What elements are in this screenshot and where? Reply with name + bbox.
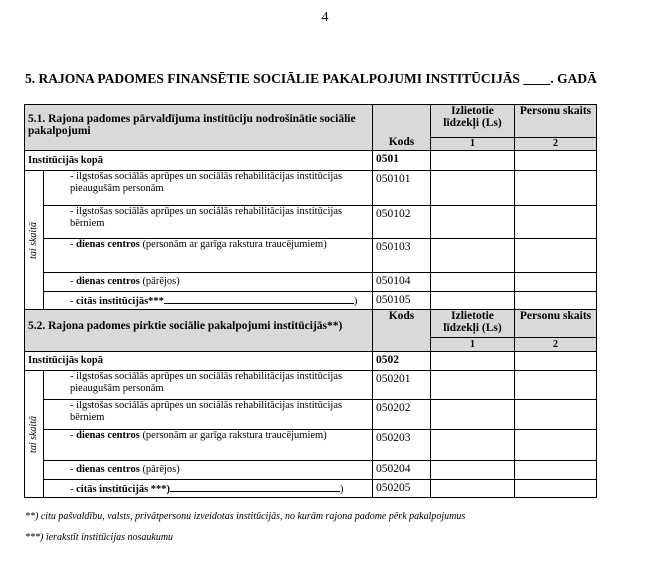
institution-name-line[interactable] <box>170 482 340 492</box>
row-code: 050105 <box>373 292 431 310</box>
persons-input[interactable] <box>515 171 597 206</box>
side-label-cell <box>25 171 44 310</box>
institution-name-line[interactable] <box>164 294 354 304</box>
row-label: - citās institūcijās*** ) <box>44 292 373 310</box>
column-number-2: 2 <box>515 338 597 352</box>
funds-input[interactable] <box>431 171 515 206</box>
funds-input[interactable] <box>431 292 515 310</box>
services-table <box>24 104 597 498</box>
page-number: 4 <box>321 10 329 25</box>
funds-input[interactable] <box>431 151 515 171</box>
persons-input[interactable] <box>515 273 597 292</box>
persons-input[interactable] <box>515 292 597 310</box>
row-label: - dienas centros (personām ar garīga rakstura traucējumiem) <box>44 239 373 273</box>
persons-input[interactable] <box>515 352 597 371</box>
section1-total-code: 0501 <box>373 151 431 171</box>
section2-total-row <box>25 352 597 371</box>
row-code: 050203 <box>373 430 431 461</box>
persons-input[interactable] <box>515 371 597 400</box>
persons-input[interactable] <box>515 206 597 239</box>
row-code: 050202 <box>373 400 431 430</box>
section2-header-row <box>25 310 597 338</box>
column-number-1: 1 <box>431 138 515 151</box>
side-label-cell <box>25 371 44 498</box>
funds-input[interactable] <box>431 206 515 239</box>
persons-input[interactable] <box>515 151 597 171</box>
side-label: tai skaitā <box>28 221 39 259</box>
table-row <box>25 292 597 310</box>
funds-input[interactable] <box>431 273 515 292</box>
row-label: - dienas centros (pārējos) <box>44 461 373 480</box>
row-label: - dienas centros (personām ar garīga rakstura traucējumiem) <box>44 430 373 461</box>
persons-input[interactable] <box>515 430 597 461</box>
row-label: - ilgstošas sociālās aprūpes un sociālās rehabilitācijas institūcijas bērniem <box>44 206 373 239</box>
row-code: 050204 <box>373 461 431 480</box>
table-row <box>25 430 597 461</box>
section1-header-row <box>25 105 597 138</box>
row-code: 050103 <box>373 239 431 273</box>
funds-column-header: Izlietotie līdzekļi (Ls) <box>431 310 515 338</box>
table-row <box>25 371 597 400</box>
code-column-header: Kods <box>373 105 431 151</box>
funds-input[interactable] <box>431 430 515 461</box>
row-code: 050101 <box>373 171 431 206</box>
column-number-1: 1 <box>431 338 515 352</box>
row-label: - ilgstošas sociālās aprūpes un sociālās rehabilitācijas institūcijas pieaugušām personām <box>44 171 373 206</box>
table-row <box>25 171 597 206</box>
row-code: 050102 <box>373 206 431 239</box>
row-label: - ilgstošas sociālās aprūpes un sociālās rehabilitācijas institūcijas pieaugušām personām <box>44 371 373 400</box>
persons-input[interactable] <box>515 400 597 430</box>
table-row <box>25 273 597 292</box>
persons-input[interactable] <box>515 480 597 498</box>
section2-heading: 5.2. Rajona padomes pirktie sociālie pakalpojumi institūcijās**) <box>25 310 373 352</box>
row-code: 050201 <box>373 371 431 400</box>
funds-input[interactable] <box>431 371 515 400</box>
code-column-header: Kods <box>373 310 431 352</box>
persons-input[interactable] <box>515 239 597 273</box>
funds-input[interactable] <box>431 461 515 480</box>
funds-input[interactable] <box>431 480 515 498</box>
row-code: 050104 <box>373 273 431 292</box>
section1-total-row <box>25 151 597 171</box>
column-number-2: 2 <box>515 138 597 151</box>
row-label: - dienas centros (pārējos) <box>44 273 373 292</box>
section1-heading: 5.1. Rajona padomes pārvaldījuma institūciju nodrošinātie sociālie pakalpojumi <box>25 105 373 151</box>
funds-column-header: Izlietotie līdzekļi (Ls) <box>431 105 515 138</box>
funds-input[interactable] <box>431 239 515 273</box>
table-row <box>25 239 597 273</box>
persons-column-header: Personu skaits <box>515 105 597 138</box>
table-row <box>25 461 597 480</box>
row-code: 050205 <box>373 480 431 498</box>
funds-input[interactable] <box>431 400 515 430</box>
form-title: 5. RAJONA PADOMES FINANSĒTIE SOCIĀLIE PAKALPOJUMI INSTITŪCIJĀS ____. GADĀ <box>25 71 597 86</box>
section1-total-label: Institūcijās kopā <box>25 151 373 171</box>
side-label: tai skaitā <box>28 415 39 453</box>
section2-total-label: Institūcijās kopā <box>25 352 373 371</box>
funds-input[interactable] <box>431 352 515 371</box>
table-row <box>25 480 597 498</box>
row-label: - citās institūcijās ***) ) <box>44 480 373 498</box>
section2-total-code: 0502 <box>373 352 431 371</box>
footnote-institution-name: ***) ierakstīt institūcijas nosaukumu <box>25 532 174 543</box>
row-label: - ilgstošas sociālās aprūpes un sociālās rehabilitācijas institūcijas bērniem <box>44 400 373 430</box>
persons-input[interactable] <box>515 461 597 480</box>
table-row <box>25 206 597 239</box>
footnote-purchased: **) citu pašvaldību, valsts, privātpersonu izveidotas institūcijās, no kurām rajona padome pērk pakalpojumus <box>25 511 466 522</box>
persons-column-header: Personu skaits <box>515 310 597 338</box>
table-row <box>25 400 597 430</box>
